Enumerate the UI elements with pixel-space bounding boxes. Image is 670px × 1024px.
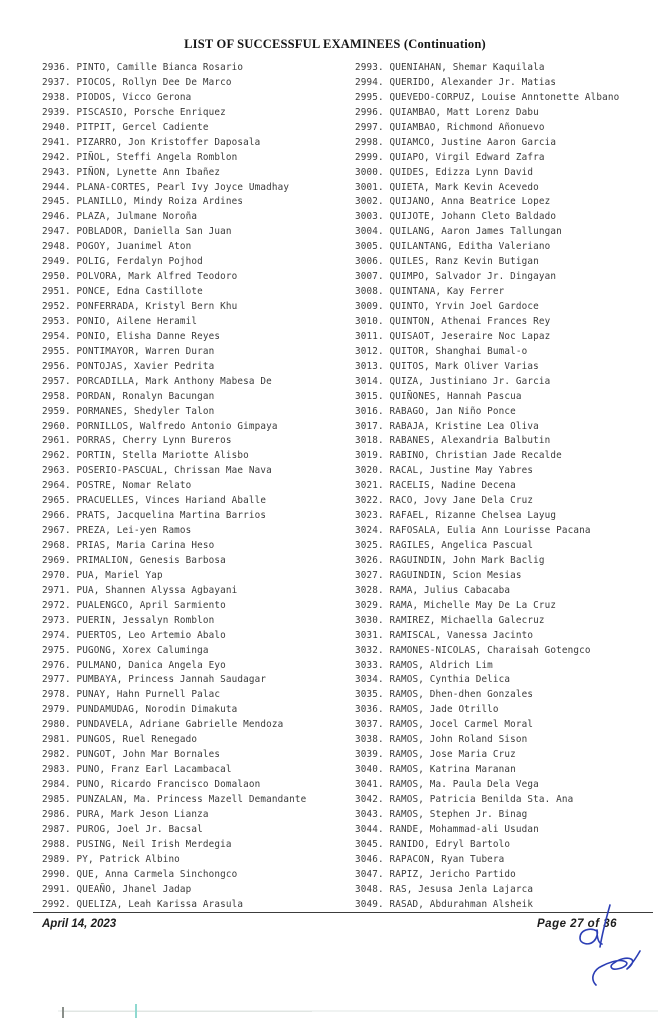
list-item: 2951. PONCE, Edna Castillote: [42, 286, 203, 298]
scan-artifact-dark-tick: [62, 1007, 64, 1018]
list-item: 2959. PORMANES, Shedyler Talon: [42, 405, 215, 417]
list-item: 2940. PITPIT, Gercel Cadiente: [42, 121, 209, 133]
list-item: 2938. PIODOS, Vicco Gerona: [42, 91, 192, 103]
list-item: 2957. PORCADILLA, Mark Anthony Mabesa De: [42, 375, 272, 387]
list-item: 2976. PULMANO, Danica Angela Eyo: [42, 659, 226, 671]
list-item: 3000. QUIDES, Edizza Lynn David: [355, 166, 534, 178]
list-item: 2964. POSTRE, Nomar Relato: [42, 480, 192, 492]
page-title: LIST OF SUCCESSFUL EXAMINEES (Continuation): [184, 37, 486, 51]
list-item: 2996. QUIAMBAO, Matt Lorenz Dabu: [355, 106, 539, 118]
list-item: 2956. PONTOJAS, Xavier Pedrita: [42, 360, 215, 372]
examinee-list: [42, 61, 670, 912]
list-item: 2977. PUMBAYA, Princess Jannah Saudagar: [42, 674, 267, 686]
list-item: 3005. QUILANTANG, Editha Valeriano: [355, 241, 551, 253]
list-item: 2954. PONIO, Elisha Danne Reyes: [42, 330, 221, 342]
list-item: 3007. QUIMPO, Salvador Jr. Dingayan: [355, 271, 557, 283]
list-item: 3038. RAMOS, John Roland Sison: [355, 734, 528, 746]
list-item: 3017. RABAJA, Kristine Lea Oliva: [355, 420, 539, 432]
list-item: 3010. QUINTON, Athenai Frances Rey: [355, 315, 551, 327]
list-item: 3032. RAMONES-NICOLAS, Charaisah Gotengco: [355, 644, 591, 656]
list-item: 2943. PIÑON, Lynette Ann Ibañez: [42, 166, 221, 178]
footer-date: April 14, 2023: [42, 918, 117, 930]
list-item: 2960. PORNILLOS, Walfredo Antonio Gimpaya: [42, 420, 278, 432]
list-item: 3033. RAMOS, Aldrich Lim: [355, 659, 493, 671]
footer-page-number: Page 27 of 36: [537, 918, 618, 930]
list-item: 2942. PIÑOL, Steffi Angela Romblon: [42, 151, 238, 163]
list-item: 2936. PINTO, Camille Bianca Rosario: [42, 62, 244, 73]
list-item: 3029. RAMA, Michelle May De La Cruz: [355, 599, 557, 611]
list-item: 2941. PIZARRO, Jon Kristoffer Daposala: [42, 136, 261, 148]
list-item: 3031. RAMISCAL, Vanessa Jacinto: [355, 629, 534, 641]
list-item: 2983. PUNO, Franz Earl Lacambacal: [42, 764, 232, 776]
list-item: 3014. QUIZA, Justiniano Jr. Garcia: [355, 375, 551, 387]
list-item: 2952. PONFERRADA, Kristyl Bern Khu: [42, 301, 238, 312]
list-item: 3021. RACELIS, Nadine Decena: [355, 480, 516, 492]
list-item: 2949. POLIG, Ferdalyn Pojhod: [42, 256, 203, 268]
list-item: 2998. QUIAMCO, Justine Aaron Garcia: [355, 136, 557, 148]
list-item: 3025. RAGILES, Angelica Pascual: [355, 540, 534, 551]
list-item: 2979. PUNDAMUDAG, Norodin Dimakuta: [42, 704, 238, 716]
list-item: 2992. QUELIZA, Leah Karissa Arasula: [42, 898, 244, 910]
list-item: 3049. RASAD, Abdurahman Alsheik: [355, 898, 534, 910]
list-item: 2973. PUERIN, Jessalyn Romblon: [42, 614, 215, 626]
list-item: 2955. PONTIMAYOR, Warren Duran: [42, 345, 215, 357]
list-item: 3020. RACAL, Justine May Yabres: [355, 465, 534, 477]
list-item: 3028. RAMA, Julius Cabacaba: [355, 584, 511, 596]
list-item: 3004. QUILANG, Aaron James Tallungan: [355, 226, 562, 238]
list-item: 2999. QUIAPO, Virgil Edward Zafra: [355, 151, 545, 163]
list-item: 2981. PUNGOS, Ruel Renegado: [42, 734, 198, 746]
list-item: 2984. PUNO, Ricardo Francisco Domalaon: [42, 779, 261, 790]
list-item: 2991. QUEAÑO, Jhanel Jadap: [42, 883, 192, 895]
list-item: 3027. RAGUINDIN, Scion Mesias: [355, 569, 522, 581]
list-item: 3008. QUINTANA, Kay Ferrer: [355, 286, 505, 298]
list-item: 2993. QUENIAHAN, Shemar Kaquilala: [355, 62, 545, 73]
list-item: 2947. POBLADOR, Daniella San Juan: [42, 226, 232, 238]
list-item: 3043. RAMOS, Stephen Jr. Binag: [355, 808, 528, 820]
list-item: 3016. RABAGO, Jan Niño Ponce: [355, 405, 516, 417]
list-item: 3009. QUINTO, Yrvin Joel Gardoce: [355, 301, 539, 312]
list-item: 3002. QUIJANO, Anna Beatrice Lopez: [355, 196, 551, 208]
list-item: 3037. RAMOS, Jocel Carmel Moral: [355, 719, 534, 731]
list-item: 2985. PUNZALAN, Ma. Princess Mazell Demandante: [42, 793, 307, 805]
list-item: 2982. PUNGOT, John Mar Bornales: [42, 749, 221, 761]
list-item: 3035. RAMOS, Dhen-dhen Gonzales: [355, 689, 534, 701]
list-item: 2945. PLANILLO, Mindy Roiza Ardines: [42, 196, 244, 208]
list-item: 3047. RAPIZ, Jericho Partido: [355, 868, 516, 880]
list-item: 3019. RABINO, Christian Jade Recalde: [355, 450, 562, 462]
list-item: 2948. POGOY, Juanimel Aton: [42, 241, 192, 253]
list-item: 3023. RAFAEL, Rizanne Chelsea Layug: [355, 510, 557, 522]
list-item: 2963. POSERIO-PASCUAL, Chrissan Mae Nava: [42, 465, 272, 477]
list-item: 2953. PONIO, Ailene Heramil: [42, 315, 198, 327]
list-item: 2962. PORTIN, Stella Mariotte Alisbo: [42, 450, 249, 462]
list-item: 2997. QUIAMBAO, Richmond Añonuevo: [355, 121, 545, 133]
list-item: 2980. PUNDAVELA, Adriane Gabrielle Mendoza: [42, 719, 284, 731]
list-item: 2961. PORRAS, Cherry Lynn Bureros: [42, 435, 232, 447]
list-item: 2937. PIOCOS, Rollyn Dee De Marco: [42, 76, 232, 88]
list-item: 2974. PUERTOS, Leo Artemio Abalo: [42, 629, 226, 641]
list-item: 2965. PRACUELLES, Vinces Hariand Aballe: [42, 495, 267, 507]
list-item: 3018. RABANES, Alexandria Balbutin: [355, 435, 551, 447]
examinee-column-left: [42, 61, 355, 912]
list-item: 3013. QUITOS, Mark Oliver Varias: [355, 360, 539, 372]
list-item: 3048. RAS, Jesusa Jenla Lajarca: [355, 883, 534, 895]
list-item: 2975. PUGONG, Xorex Caluminga: [42, 644, 209, 656]
list-item: 2967. PREZA, Lei-yen Ramos: [42, 525, 192, 537]
list-item: 3006. QUILES, Ranz Kevin Butigan: [355, 256, 539, 268]
list-item: 2990. QUE, Anna Carmela Sinchongco: [42, 868, 238, 880]
list-item: 2944. PLANA-CORTES, Pearl Ivy Joyce Umadhay: [42, 181, 290, 193]
list-item: 3046. RAPACON, Ryan Tubera: [355, 853, 505, 865]
list-item: 3036. RAMOS, Jade Otrillo: [355, 704, 499, 716]
list-item: 2968. PRIAS, Maria Carina Heso: [42, 540, 215, 551]
list-item: 3026. RAGUINDIN, John Mark Baclig: [355, 554, 545, 566]
scan-artifact-teal-tick: [135, 1004, 137, 1018]
list-item: 2946. PLAZA, Julmane Noroña: [42, 211, 198, 223]
list-item: 3015. QUIÑONES, Hannah Pascua: [355, 390, 522, 402]
list-item: 2966. PRATS, Jacquelina Martina Barrios: [42, 510, 267, 522]
list-item: 3011. QUISAOT, Jeseraire Noc Lapaz: [355, 330, 551, 342]
list-item: 2950. POLVORA, Mark Alfred Teodoro: [42, 271, 238, 283]
list-item: 3034. RAMOS, Cynthia Delica: [355, 674, 511, 686]
list-item: 2995. QUEVEDO-CORPUZ, Louise Anntonette Albano: [355, 91, 620, 103]
list-item: 3040. RAMOS, Katrina Maranan: [355, 764, 516, 776]
list-item: 2969. PRIMALION, Genesis Barbosa: [42, 554, 226, 566]
list-item: 3039. RAMOS, Jose Maria Cruz: [355, 749, 516, 761]
list-item: 2988. PUSING, Neil Irish Merdegia: [42, 838, 232, 850]
footer-divider: [33, 912, 653, 913]
list-item: 3001. QUIETA, Mark Kevin Acevedo: [355, 181, 539, 193]
list-item: 3041. RAMOS, Ma. Paula Dela Vega: [355, 779, 539, 790]
list-item: 3012. QUITOR, Shanghai Bumal-o: [355, 345, 528, 357]
list-item: 3044. RANDE, Mohammad-ali Usudan: [355, 823, 539, 835]
list-item: 2970. PUA, Mariel Yap: [42, 569, 163, 581]
list-item: 3003. QUIJOTE, Johann Cleto Baldado: [355, 211, 557, 223]
list-item: 2939. PISCASIO, Porsche Enriquez: [42, 106, 226, 118]
list-item: 3030. RAMIREZ, Michaella Galecruz: [355, 614, 545, 626]
examinee-column-right: [355, 61, 670, 912]
list-item: 2987. PUROG, Joel Jr. Bacsal: [42, 823, 203, 835]
list-item: 2986. PURA, Mark Jeson Lianza: [42, 808, 209, 820]
list-item: 2989. PY, Patrick Albino: [42, 853, 180, 865]
list-item: 3024. RAFOSALA, Eulia Ann Lourisse Pacana: [355, 525, 591, 537]
list-item: 2971. PUA, Shannen Alyssa Agbayani: [42, 584, 238, 596]
list-item: 2958. PORDAN, Ronalyn Bacungan: [42, 390, 215, 402]
list-item: 2978. PUNAY, Hahn Purnell Palac: [42, 689, 221, 701]
list-item: 3045. RANIDO, Edryl Bartolo: [355, 838, 511, 850]
list-item: 2994. QUERIDO, Alexander Jr. Matias: [355, 76, 557, 88]
list-item: 2972. PUALENGCO, April Sarmiento: [42, 599, 226, 611]
scan-artifact-line: [62, 1011, 312, 1012]
list-item: 3022. RACO, Jovy Jane Dela Cruz: [355, 495, 534, 507]
list-item: 3042. RAMOS, Patricia Benilda Sta. Ana: [355, 793, 574, 805]
